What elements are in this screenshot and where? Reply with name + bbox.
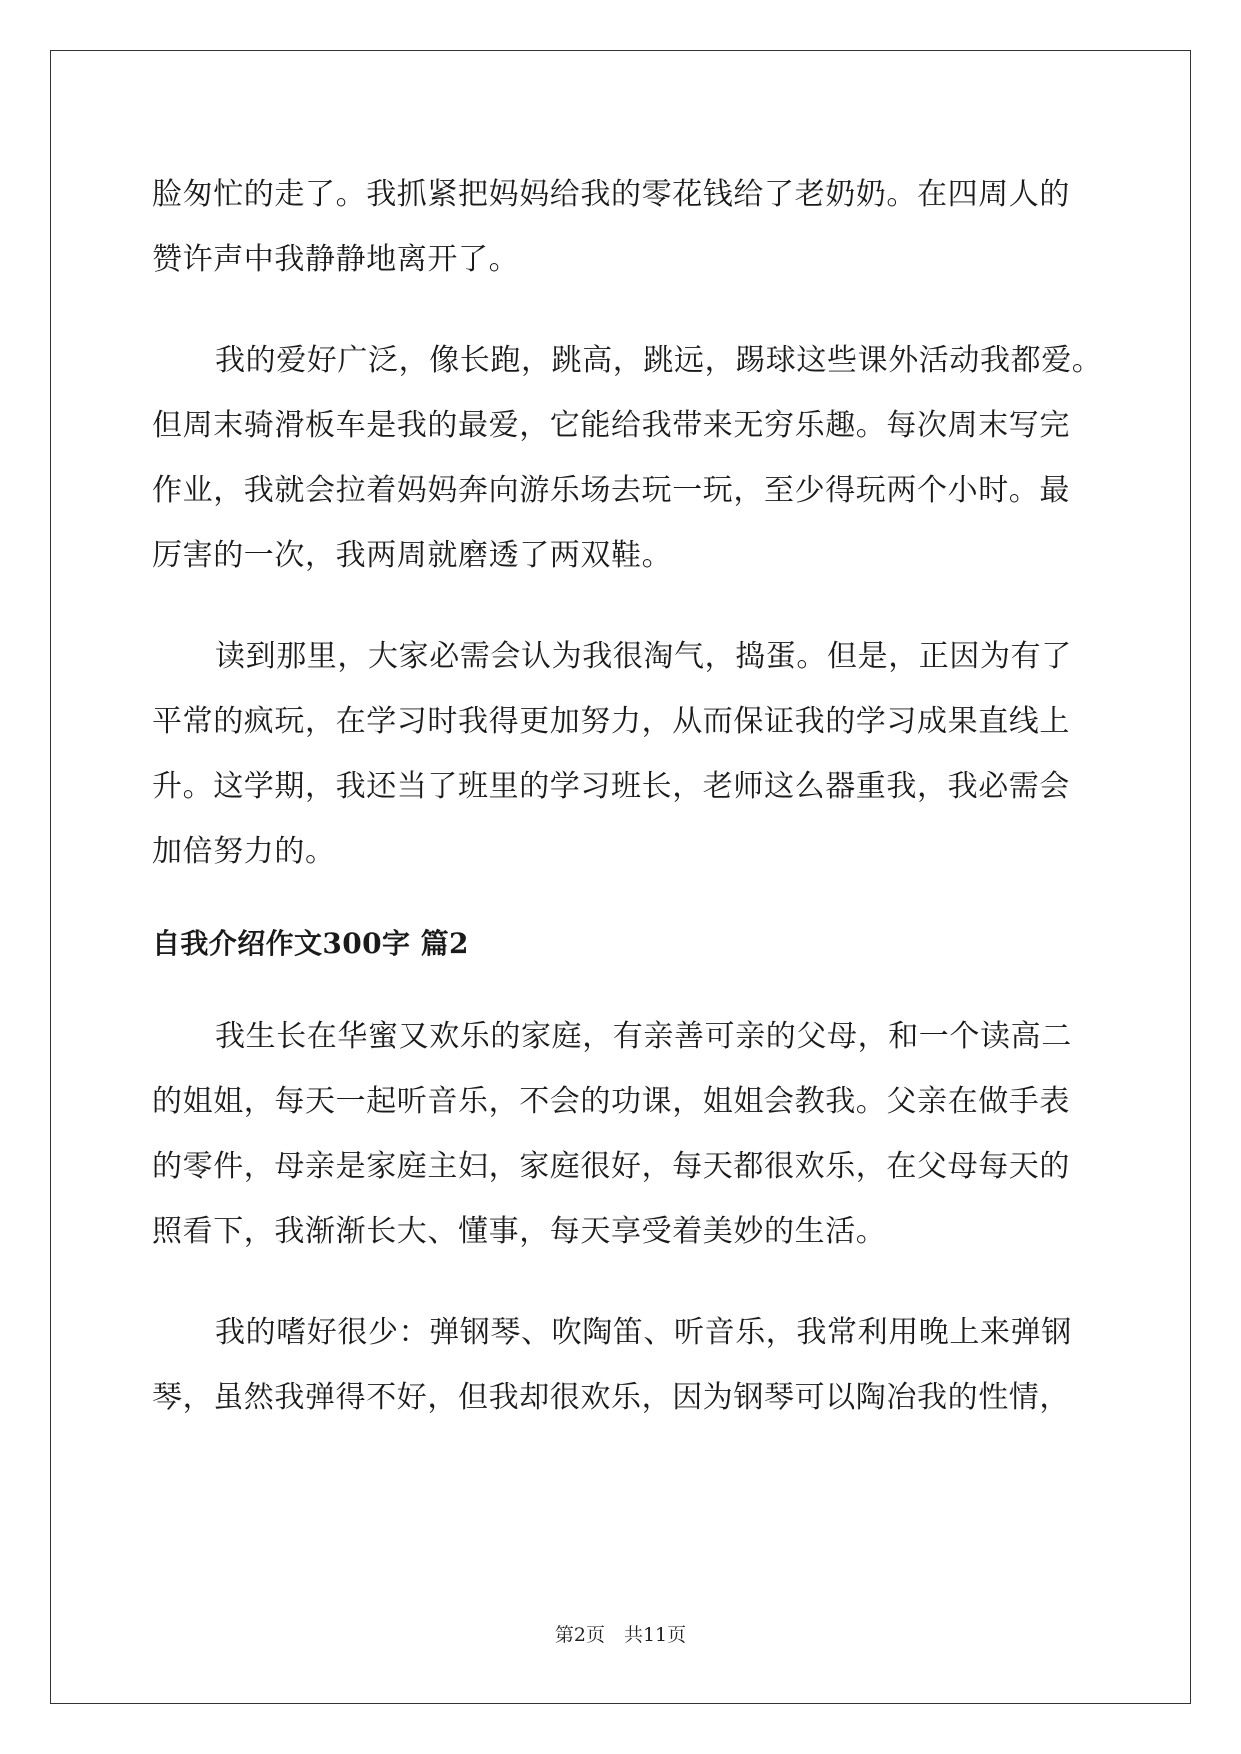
text-line: 的姐姐，每天一起听音乐，不会的功课，姐姐会教我。父亲在做手表 (152, 1084, 1070, 1119)
text-line: 加倍努力的。 (152, 834, 336, 869)
paragraph (152, 1300, 1092, 1430)
paragraph (152, 328, 1103, 588)
document-body (152, 162, 1103, 1430)
page-number-footer: 第2页 共11页 (554, 1624, 687, 1646)
text-line: 我的嗜好很少：弹钢琴、吹陶笛、听音乐，我常利用晚上来弹钢 (215, 1315, 1072, 1350)
text-line: 照看下，我渐渐长大、懂事，每天享受着美妙的生活。 (152, 1214, 887, 1249)
text-line: 厉害的一次，我两周就磨透了两双鞋。 (152, 538, 673, 573)
text-line: 平常的疯玩，在学习时我得更加努力，从而保证我的学习成果直线上 (152, 704, 1070, 739)
text-line: 我生长在华蜜又欢乐的家庭，有亲善可亲的父母，和一个读高二 (215, 1019, 1072, 1054)
section-heading: 自我介绍作文300字 篇2 (152, 927, 469, 960)
text-line: 但周末骑滑板车是我的最爱，它能给我带来无穷乐趣。每次周末写完 (152, 408, 1070, 443)
text-line: 脸匆忙的走了。我抓紧把妈妈给我的零花钱给了老奶奶。在四周人的 (152, 177, 1070, 212)
text-line: 作业，我就会拉着妈妈奔向游乐场去玩一玩，至少得玩两个小时。最 (152, 473, 1070, 508)
text-line: 我的爱好广泛，像长跑，跳高，跳远，踢球这些课外活动我都爱。 (215, 343, 1103, 378)
text-line: 升。这学期，我还当了班里的学习班长，老师这么器重我，我必需会 (152, 769, 1070, 804)
text-line: 读到那里，大家必需会认为我很淘气，捣蛋。但是，正因为有了 (215, 639, 1072, 674)
paragraph (152, 162, 1092, 292)
text-line: 赞许声中我静静地离开了。 (152, 242, 520, 277)
paragraph (152, 1004, 1092, 1264)
text-line: 的零件，母亲是家庭主妇，家庭很好，每天都很欢乐，在父母每天的 (152, 1149, 1070, 1184)
text-line: 琴，虽然我弹得不好，但我却很欢乐，因为钢琴可以陶冶我的性情， (152, 1380, 1070, 1415)
paragraph (152, 624, 1092, 884)
